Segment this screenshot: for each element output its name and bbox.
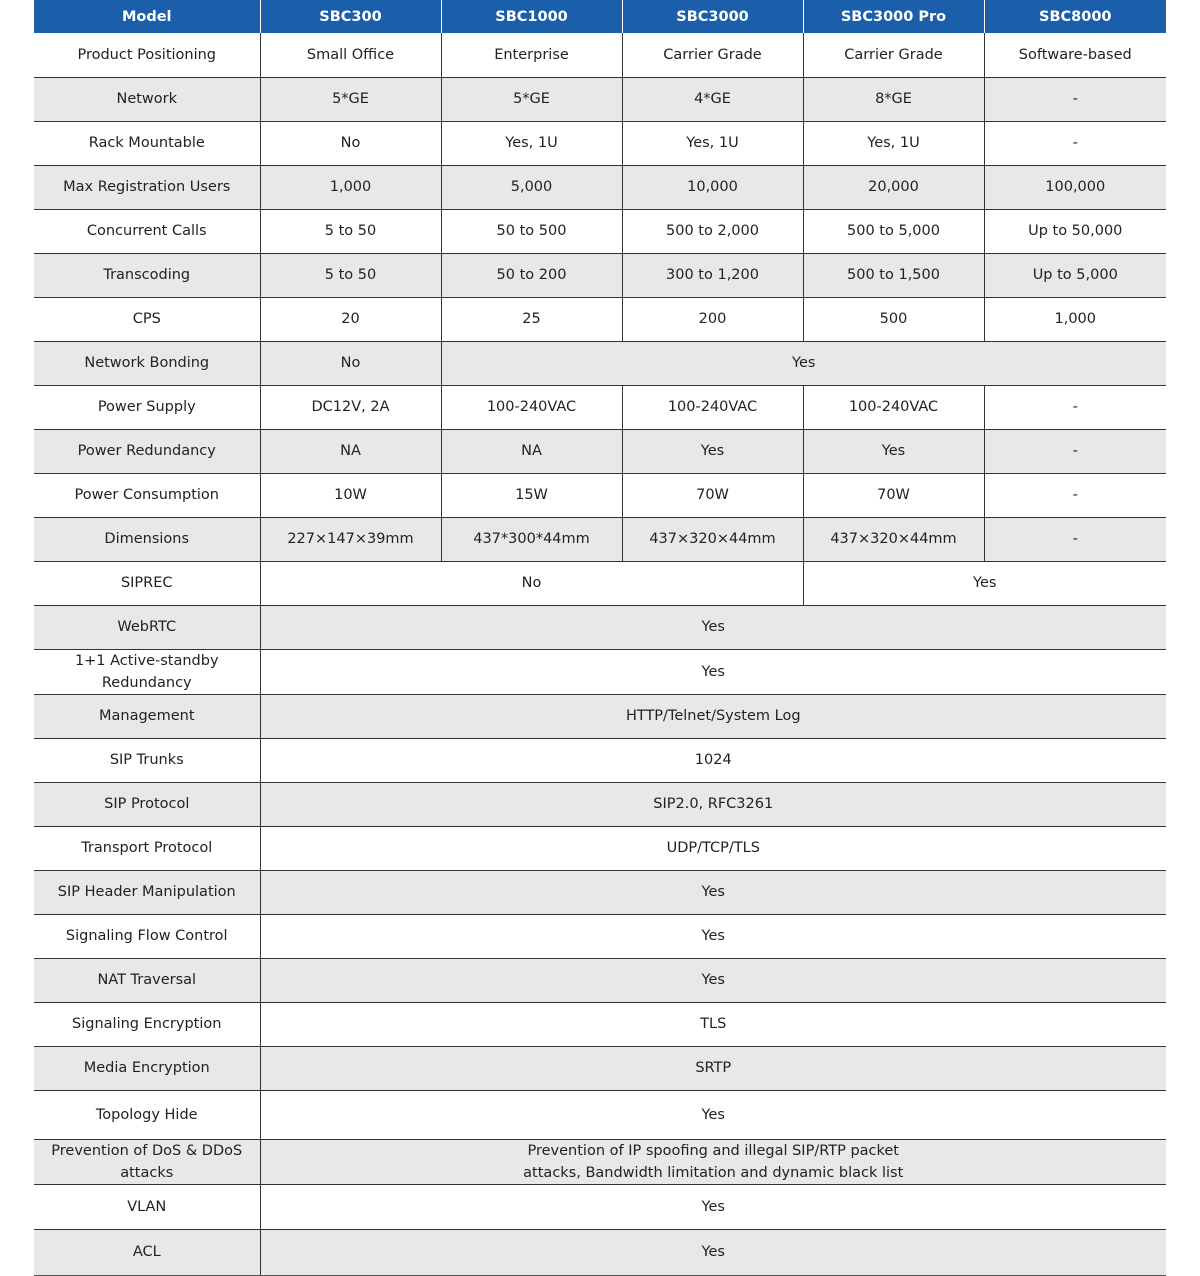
cell: 10,000 (622, 165, 803, 209)
row-cps (34, 297, 1166, 341)
row-sip-trunks (34, 738, 1166, 782)
cell-merged: Yes (260, 605, 1166, 649)
row-label: Rack Mountable (34, 121, 260, 165)
cell: - (984, 429, 1166, 473)
cell-merged: Prevention of IP spoofing and illegal SIP/RTP packet attacks, Bandwidth limitation and dynamic black list (260, 1139, 1166, 1184)
table-header-row (34, 0, 1166, 33)
row-dimensions (34, 517, 1166, 561)
row-label: Concurrent Calls (34, 209, 260, 253)
cell: 437×320×44mm (622, 517, 803, 561)
cell: 5*GE (441, 77, 622, 121)
row-power-consumption (34, 473, 1166, 517)
cell: 100-240VAC (622, 385, 803, 429)
row-active-standby (34, 649, 1166, 694)
cell: Enterprise (441, 33, 622, 77)
cell: 500 to 2,000 (622, 209, 803, 253)
cell: 1,000 (984, 297, 1166, 341)
row-power-supply (34, 385, 1166, 429)
cell: Software-based (984, 33, 1166, 77)
row-label: ACL (34, 1229, 260, 1275)
row-label: Topology Hide (34, 1090, 260, 1139)
cell: 437×320×44mm (803, 517, 984, 561)
cell-merged: Yes (260, 649, 1166, 694)
row-label: Network (34, 77, 260, 121)
row-power-redundancy (34, 429, 1166, 473)
cell: 10W (260, 473, 441, 517)
row-label: Power Redundancy (34, 429, 260, 473)
comparison-table-container (34, 0, 1166, 1276)
header-sbc1000: SBC1000 (441, 0, 622, 33)
row-label: Max Registration Users (34, 165, 260, 209)
row-label: Transcoding (34, 253, 260, 297)
cell: 227×147×39mm (260, 517, 441, 561)
cell-merged: 1024 (260, 738, 1166, 782)
cell: 50 to 200 (441, 253, 622, 297)
cell: 200 (622, 297, 803, 341)
cell: 437*300*44mm (441, 517, 622, 561)
row-label: Management (34, 694, 260, 738)
cell: 5,000 (441, 165, 622, 209)
row-concurrent-calls (34, 209, 1166, 253)
cell: - (984, 473, 1166, 517)
cell-merged: Yes (260, 958, 1166, 1002)
row-rack-mountable (34, 121, 1166, 165)
cell: 70W (803, 473, 984, 517)
cell-merged: Yes (260, 1090, 1166, 1139)
cell: Yes, 1U (622, 121, 803, 165)
row-signaling-flow-control (34, 914, 1166, 958)
cell-merged: TLS (260, 1002, 1166, 1046)
header-sbc3000: SBC3000 (622, 0, 803, 33)
cell-merged: Yes (260, 1229, 1166, 1275)
cell-merged: No (260, 561, 803, 605)
cell: Yes, 1U (803, 121, 984, 165)
cell: Up to 50,000 (984, 209, 1166, 253)
row-label: SIP Protocol (34, 782, 260, 826)
cell: 5*GE (260, 77, 441, 121)
cell: 500 to 1,500 (803, 253, 984, 297)
cell-merged: Yes (260, 870, 1166, 914)
cell: 500 (803, 297, 984, 341)
cell: DC12V, 2A (260, 385, 441, 429)
row-max-registration-users (34, 165, 1166, 209)
cell: Yes (622, 429, 803, 473)
cell-merged: HTTP/Telnet/System Log (260, 694, 1166, 738)
cell: 70W (622, 473, 803, 517)
cell: 100,000 (984, 165, 1166, 209)
cell: Up to 5,000 (984, 253, 1166, 297)
sbc-comparison-table (34, 0, 1166, 1276)
cell: Yes (803, 429, 984, 473)
cell: - (984, 77, 1166, 121)
cell: Carrier Grade (803, 33, 984, 77)
cell: 5 to 50 (260, 209, 441, 253)
row-network (34, 77, 1166, 121)
row-sip-protocol (34, 782, 1166, 826)
cell: 50 to 500 (441, 209, 622, 253)
row-management (34, 694, 1166, 738)
cell: 20,000 (803, 165, 984, 209)
row-label: Signaling Encryption (34, 1002, 260, 1046)
row-label: SIPREC (34, 561, 260, 605)
row-topology-hide (34, 1090, 1166, 1139)
row-dos-prevention (34, 1139, 1166, 1184)
cell: 100-240VAC (803, 385, 984, 429)
row-label: Signaling Flow Control (34, 914, 260, 958)
cell: - (984, 385, 1166, 429)
cell: Carrier Grade (622, 33, 803, 77)
cell-merged: SRTP (260, 1046, 1166, 1090)
row-nat-traversal (34, 958, 1166, 1002)
cell: - (984, 121, 1166, 165)
row-webrtc (34, 605, 1166, 649)
row-label: Power Consumption (34, 473, 260, 517)
cell: NA (441, 429, 622, 473)
cell: 100-240VAC (441, 385, 622, 429)
cell-merged: Yes (441, 341, 1166, 385)
cell: 1,000 (260, 165, 441, 209)
cell: 15W (441, 473, 622, 517)
row-label: WebRTC (34, 605, 260, 649)
cell: 20 (260, 297, 441, 341)
row-label: SIP Header Manipulation (34, 870, 260, 914)
row-signaling-encryption (34, 1002, 1166, 1046)
row-media-encryption (34, 1046, 1166, 1090)
cell: NA (260, 429, 441, 473)
row-vlan (34, 1184, 1166, 1229)
cell: - (984, 517, 1166, 561)
row-label: Prevention of DoS & DDoS attacks (34, 1139, 260, 1184)
header-model: Model (34, 0, 260, 33)
cell: 4*GE (622, 77, 803, 121)
row-label: VLAN (34, 1184, 260, 1229)
header-sbc3000-pro: SBC3000 Pro (803, 0, 984, 33)
cell: 300 to 1,200 (622, 253, 803, 297)
row-label: NAT Traversal (34, 958, 260, 1002)
row-label: Power Supply (34, 385, 260, 429)
header-sbc8000: SBC8000 (984, 0, 1166, 33)
row-acl (34, 1229, 1166, 1275)
cell: No (260, 121, 441, 165)
row-product-positioning (34, 33, 1166, 77)
row-siprec (34, 561, 1166, 605)
row-label: Media Encryption (34, 1046, 260, 1090)
row-label: 1+1 Active-standby Redundancy (34, 649, 260, 694)
cell-merged: Yes (260, 1184, 1166, 1229)
cell-merged: SIP2.0, RFC3261 (260, 782, 1166, 826)
cell: Yes, 1U (441, 121, 622, 165)
cell-merged: Yes (260, 914, 1166, 958)
row-label: Network Bonding (34, 341, 260, 385)
row-label: CPS (34, 297, 260, 341)
cell: 8*GE (803, 77, 984, 121)
cell-merged: UDP/TCP/TLS (260, 826, 1166, 870)
row-transport-protocol (34, 826, 1166, 870)
row-label: SIP Trunks (34, 738, 260, 782)
cell-merged: Yes (803, 561, 1166, 605)
row-label: Product Positioning (34, 33, 260, 77)
cell: 5 to 50 (260, 253, 441, 297)
cell: No (260, 341, 441, 385)
row-label: Dimensions (34, 517, 260, 561)
cell: Small Office (260, 33, 441, 77)
cell: 25 (441, 297, 622, 341)
cell: 500 to 5,000 (803, 209, 984, 253)
row-label: Transport Protocol (34, 826, 260, 870)
row-sip-header-manipulation (34, 870, 1166, 914)
header-sbc300: SBC300 (260, 0, 441, 33)
row-transcoding (34, 253, 1166, 297)
row-network-bonding (34, 341, 1166, 385)
